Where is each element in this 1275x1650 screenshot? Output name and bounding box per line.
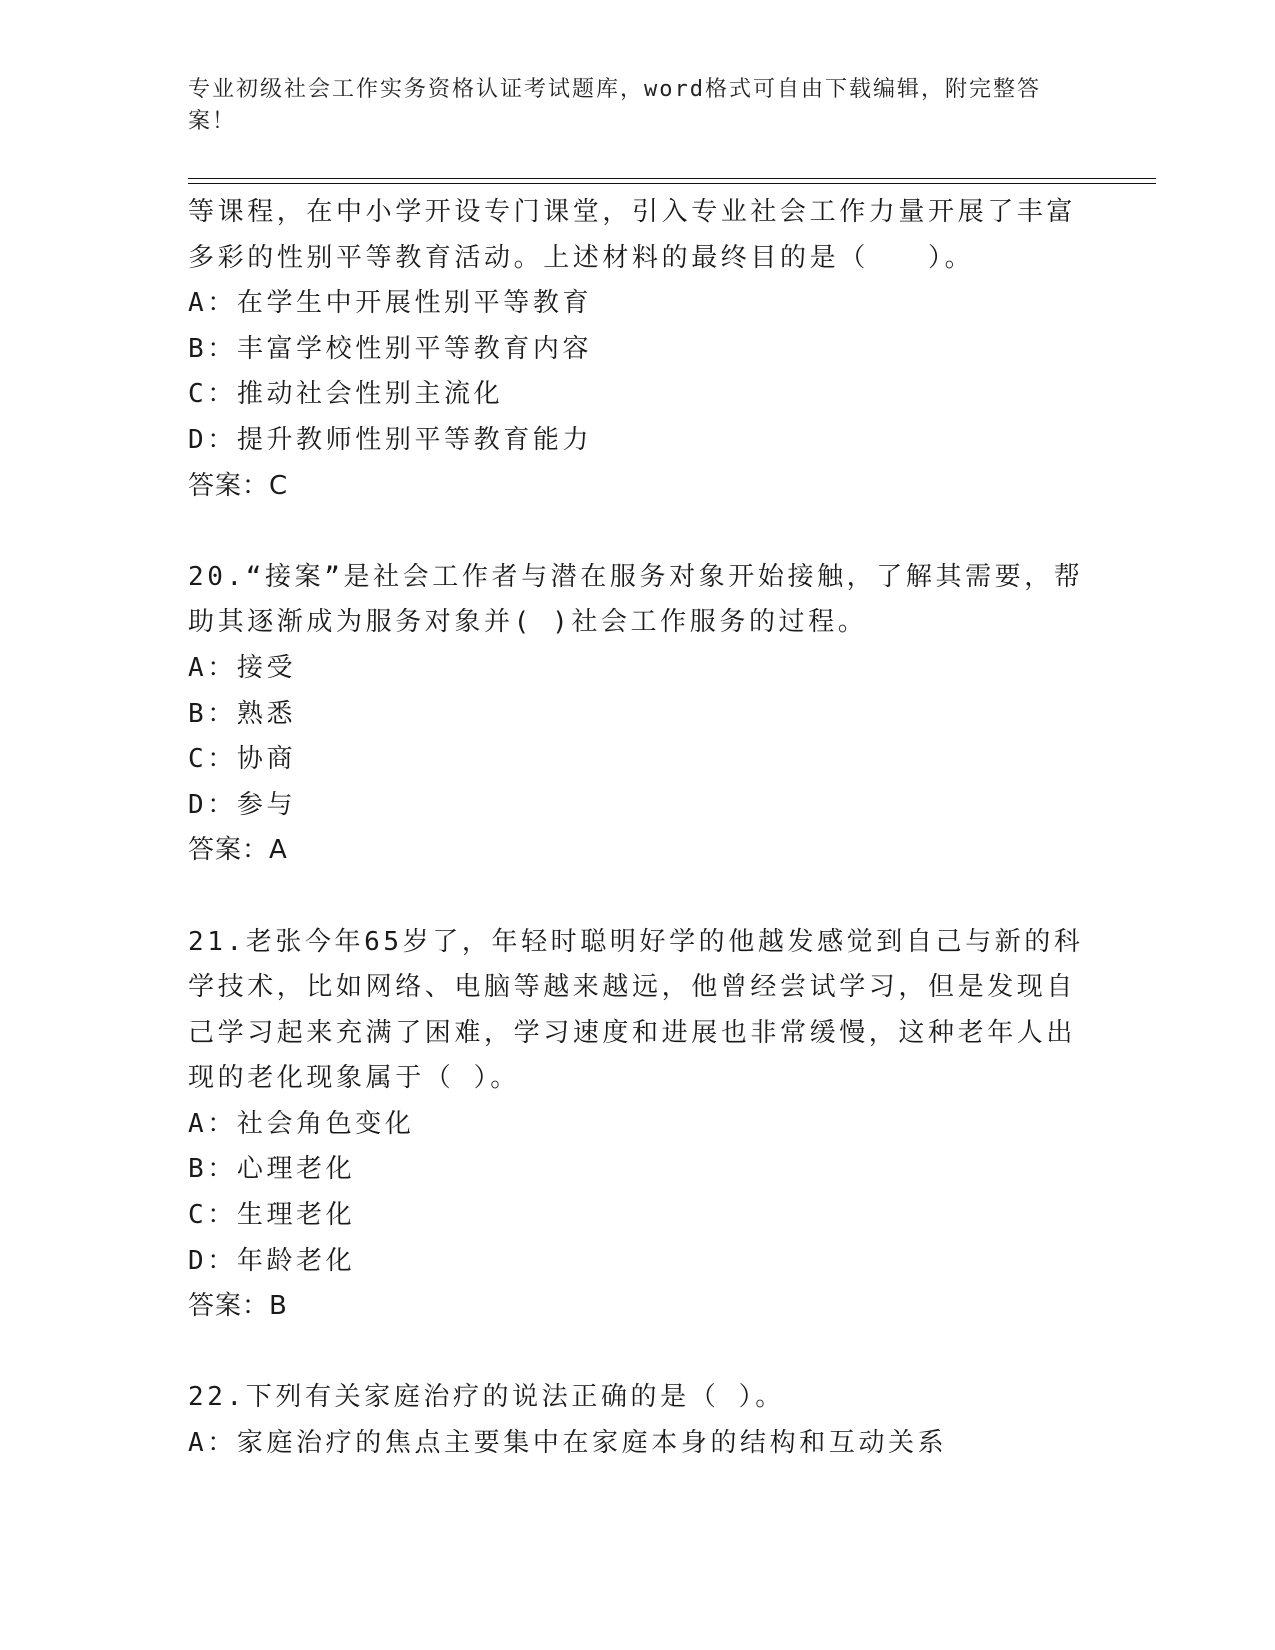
question-stem-line: 22.下列有关家庭治疗的说法正确的是（ ）。 xyxy=(188,1382,785,1413)
option-c: C：生理老化 xyxy=(188,1200,356,1231)
question-stem-line: 21.老张今年65岁了，年轻时聪明好学的他越发感觉到自己与新的科 xyxy=(188,926,1084,957)
question-stem-line: 学技术，比如网络、电脑等越来越远，他曾经尝试学习，但是发现自 xyxy=(188,972,1077,1003)
header-divider-bottom xyxy=(188,183,1156,184)
question-19 xyxy=(188,190,1088,509)
option-a: A：接受 xyxy=(188,652,297,683)
option-b: B：熟悉 xyxy=(188,698,297,729)
option-a: A：在学生中开展性别平等教育 xyxy=(188,288,593,319)
spacer xyxy=(188,874,1088,920)
question-stem-line: 20.“接案”是社会工作者与潜在服务对象开始接触，了解其需要，帮 xyxy=(188,561,1084,592)
answer-label: 答案：C xyxy=(188,470,289,501)
option-d: D：参与 xyxy=(188,789,297,820)
question-22 xyxy=(188,1375,1088,1466)
option-a: A：社会角色变化 xyxy=(188,1108,415,1139)
option-d: D：年龄老化 xyxy=(188,1245,356,1276)
header-title-line-1: 专业初级社会工作实务资格认证考试题库，word格式可自由下载编辑，附完整答 xyxy=(188,77,1041,102)
question-stem-line: 己学习起来充满了困难，学习速度和进展也非常缓慢，这种老年人出 xyxy=(188,1017,1077,1048)
answer-label: 答案：B xyxy=(188,1291,288,1322)
option-a: A：家庭治疗的焦点主要集中在家庭本身的结构和互动关系 xyxy=(188,1428,948,1459)
option-d: D：提升教师性别平等教育能力 xyxy=(188,424,593,455)
spacer xyxy=(188,509,1088,555)
spacer xyxy=(188,1330,1088,1376)
document-body xyxy=(188,190,1088,1467)
option-b: B：心理老化 xyxy=(188,1154,356,1185)
question-21 xyxy=(188,920,1088,1330)
header-title-line-2: 案！ xyxy=(188,109,237,134)
question-stem-line: 现的老化现象属于（ ）。 xyxy=(188,1063,520,1094)
question-stem-line: 助其逐渐成为服务对象并( )社会工作服务的过程。 xyxy=(188,607,868,638)
option-c: C：协商 xyxy=(188,744,297,775)
question-20 xyxy=(188,555,1088,874)
option-c: C：推动社会性别主流化 xyxy=(188,379,504,410)
document-header xyxy=(188,74,1068,138)
question-stem-line: 多彩的性别平等教育活动。上述材料的最终目的是（ ）。 xyxy=(188,242,975,273)
question-stem-line: 等课程，在中小学开设专门课堂，引入专业社会工作力量开展了丰富 xyxy=(188,197,1077,227)
header-divider-top xyxy=(188,178,1156,179)
answer-label: 答案：A xyxy=(188,835,288,866)
option-b: B：丰富学校性别平等教育内容 xyxy=(188,333,593,364)
